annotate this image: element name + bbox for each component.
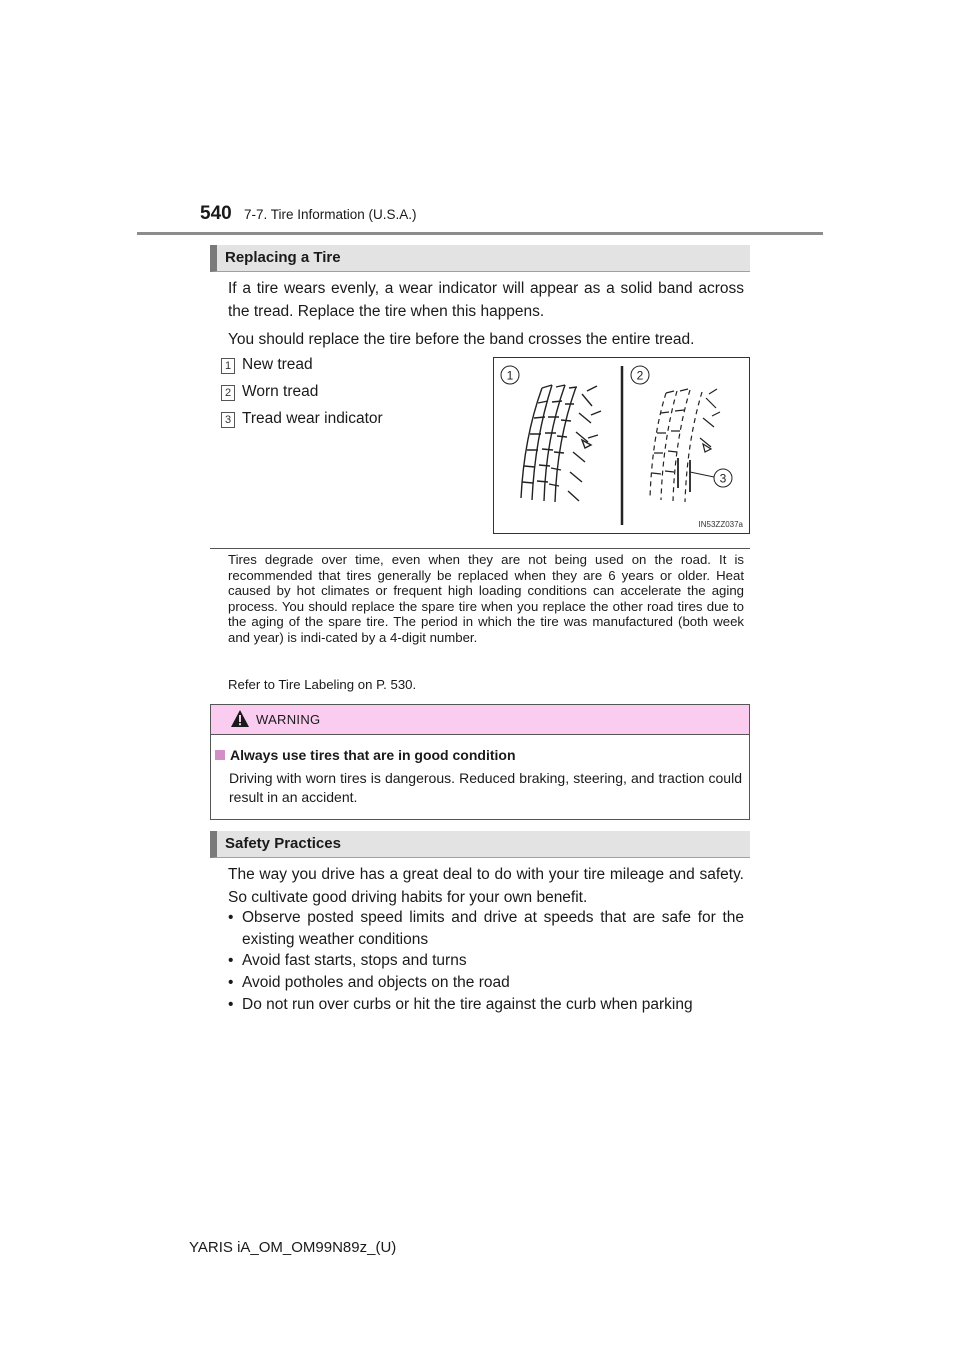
page-number: 540 [200,203,232,224]
bullet-dot-icon: • [228,996,234,1013]
square-bullet-icon [215,750,225,760]
section-heading-safety [210,831,750,858]
legend-label: Worn tread [242,383,319,400]
list-item-text: Avoid fast starts, stops and turns [242,952,467,969]
tire-tread-illustration [493,357,750,534]
bullet-dot-icon: • [228,909,234,926]
note-divider [210,548,750,549]
chapter-title: 7-7. Tire Information (U.S.A.) [244,207,417,222]
list-item [228,972,744,994]
warning-heading-text: Always use tires that are in good condition [230,747,516,763]
list-item [228,950,744,972]
list-item-text: Avoid potholes and objects on the road [242,974,510,991]
aging-note: Tires degrade over time, even when they are not being used on the road. It is recommended that tires generally be replaced when they are 6 years or older. Heat caused by hot climates or frequent high loading conditions can accelerate the aging process. You should replace the spare tire when you replace the other road tires due to the aging of the spare tire. The period in which the tire was manufactured (both week and year) is indi-cated by a 4-digit number. [228,552,744,645]
number-badge: 3 [221,412,235,428]
section-title: Replacing a Tire [225,249,341,266]
warning-label: WARNING [256,712,321,727]
section-heading-replacing [210,245,750,272]
callout-markers [501,366,732,487]
callout-3: 3 [719,471,727,486]
number-badge: 2 [221,385,235,401]
safety-intro: The way you drive has a great deal to do with your tire mileage and safety. So cultivate good driving habits for your own benefit. [228,866,744,906]
warning-header [211,705,749,735]
header-rule [137,232,823,235]
figure-code: IN53ZZ037a [698,520,743,529]
callout-2: 2 [636,368,644,383]
legend-label: Tread wear indicator [242,410,383,427]
callout-1: 1 [506,368,514,383]
tread-drawing [494,358,749,533]
list-item-text: Observe posted speed limits and drive at speeds that are safe for the existing weather conditions [242,909,744,948]
warning-text: Driving with worn tires is dangerous. Reduced braking, steering, and traction could result in an accident. [229,770,742,805]
bullet-dot-icon: • [228,952,234,969]
list-item-text: Do not run over curbs or hit the tire against the curb when parking [242,996,693,1013]
new-tread-drawing [521,385,601,502]
legend-item-worn-tread [221,383,471,407]
warning-box [210,704,750,820]
legend-label: New tread [242,356,313,373]
warning-heading [215,747,516,763]
legend-item-wear-indicator [221,410,471,434]
number-badge: 1 [221,358,235,374]
list-item [228,907,744,951]
legend-item-new-tread [221,356,471,380]
replacing-paragraph-1: If a tire wears evenly, a wear indicator will appear as a solid band across the tread. Replace the tire when this happens. [228,280,744,320]
tire-labeling-reference: Refer to Tire Labeling on P. 530. [228,677,417,692]
replacing-paragraph-2: You should replace the tire before the band crosses the entire tread. [228,331,695,348]
document-code-footer: YARIS iA_OM_OM99N89z_(U) [189,1239,397,1256]
worn-tread-drawing [650,389,720,502]
list-item [228,994,758,1016]
bullet-dot-icon: • [228,974,234,991]
section-title: Safety Practices [225,835,341,852]
warning-triangle-icon [230,709,250,729]
